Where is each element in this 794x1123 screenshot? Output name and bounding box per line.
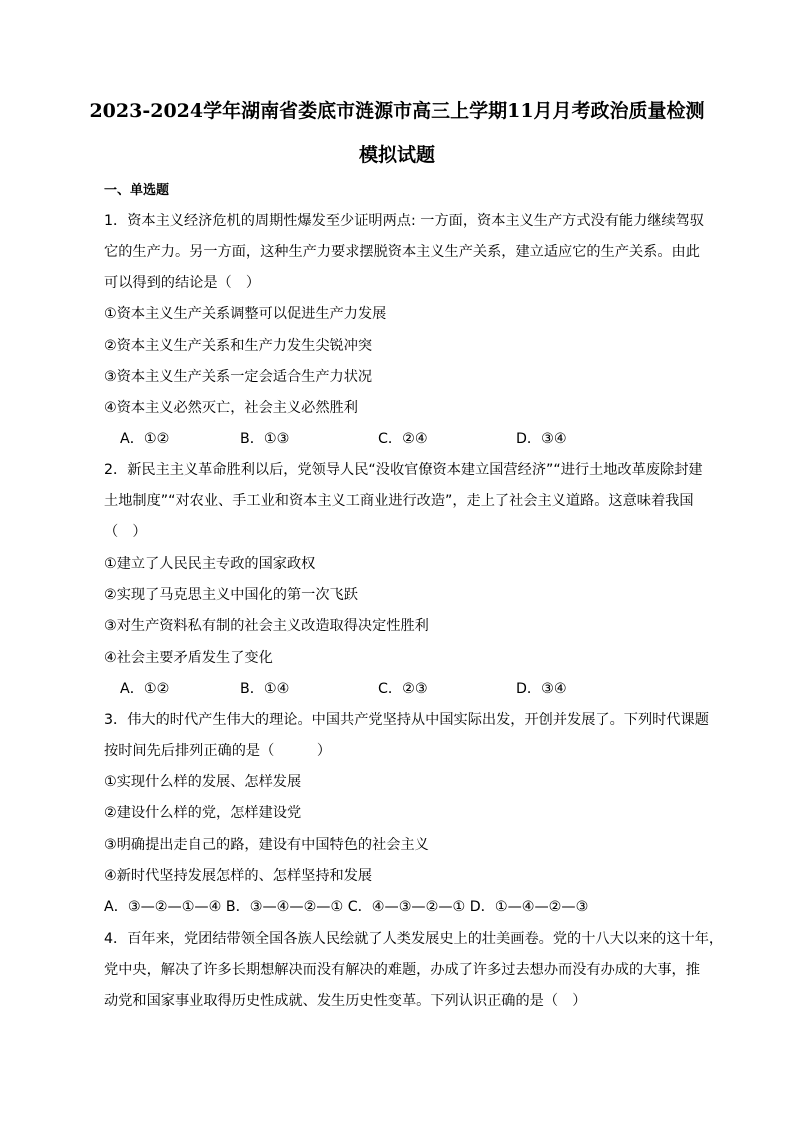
q3-item-2: ②建设什么样的党，怎样建设党 bbox=[104, 805, 302, 821]
q3-stem-line-2: 按时间先后排列正确的是（ ） bbox=[104, 743, 332, 759]
q1-option-b: B．①③ bbox=[240, 431, 290, 447]
q1-item-1: ①资本主义生产关系调整可以促进生产力发展 bbox=[104, 306, 387, 322]
q2-option-a: A．①② bbox=[120, 681, 170, 697]
q2-item-2: ②实现了马克思主义中国化的第一次飞跃 bbox=[104, 587, 358, 603]
q2-stem-line-3: （ ） bbox=[104, 524, 147, 540]
document-title-line-1: 2023-2024学年湖南省娄底市涟源市高三上学期11月月考政治质量检测 bbox=[89, 100, 705, 122]
q2-item-1: ①建立了人民民主专政的国家政权 bbox=[104, 556, 316, 572]
q3-stem-line-1: 3．伟大的时代产生伟大的理论。中国共产党坚持从中国实际出发，开创并发展了。下列时代课题 bbox=[104, 712, 709, 728]
q1-option-d: D．③④ bbox=[516, 431, 567, 447]
q3-options: A．③—②—①—④ B．③—④—②—① C．④—③—②—① D．①—④—②—③ bbox=[104, 899, 589, 915]
q4-stem-line-2: 党中央，解决了许多长期想解决而没有解决的难题，办成了许多过去想办而没有办成的大事，推 bbox=[104, 962, 700, 978]
q3-item-1: ①实现什么样的发展、怎样发展 bbox=[104, 774, 302, 790]
q2-item-4: ④社会主要矛盾发生了变化 bbox=[104, 650, 273, 666]
q2-option-b: B．①④ bbox=[240, 681, 290, 697]
q3-item-4: ④新时代坚持发展怎样的、怎样坚持和发展 bbox=[104, 868, 373, 884]
q2-options bbox=[120, 679, 680, 699]
q1-stem-line-3: 可以得到的结论是（ ） bbox=[104, 275, 261, 291]
q1-stem-line-1: 1．资本主义经济危机的周期性爆发至少证明两点: 一方面，资本主义生产方式没有能力继续驾驭 bbox=[104, 213, 705, 229]
q2-stem-line-2: 土地制度”“对农业、手工业和资本主义工商业进行改造”，走上了社会主义道路。这意味着我国 bbox=[104, 493, 694, 509]
q1-stem-line-2: 它的生产力。另一方面，这种生产力要求摆脱资本主义生产关系，建立适应它的生产关系。由此 bbox=[104, 244, 700, 260]
q2-option-c: C．②③ bbox=[378, 681, 428, 697]
q1-options bbox=[120, 429, 680, 449]
q3-item-3: ③明确提出走自己的路，建设有中国特色的社会主义 bbox=[104, 837, 429, 853]
q1-option-c: C．②④ bbox=[378, 431, 428, 447]
q1-item-3: ③资本主义生产关系一定会适合生产力状况 bbox=[104, 369, 373, 385]
q1-item-4: ④资本主义必然灭亡，社会主义必然胜利 bbox=[104, 400, 358, 416]
document-title-line-2: 模拟试题 bbox=[358, 144, 435, 166]
q2-item-3: ③对生产资料私有制的社会主义改造取得决定性胜利 bbox=[104, 618, 429, 634]
q2-option-d: D．③④ bbox=[516, 681, 567, 697]
q4-stem-line-3: 动党和国家事业取得历史性成就、发生历史性变革。下列认识正确的是（ ） bbox=[104, 993, 587, 1009]
q1-option-a: A．①② bbox=[120, 431, 170, 447]
section-heading: 一、单选题 bbox=[104, 183, 170, 198]
q4-stem-line-1: 4．百年来，党团结带领全国各族人民绘就了人类发展史上的壮美画卷。党的十八大以来的这十年， bbox=[104, 931, 724, 947]
q1-item-2: ②资本主义生产关系和生产力发生尖锐冲突 bbox=[104, 338, 373, 354]
q2-stem-line-1: 2．新民主主义革命胜利以后，党领导人民“没收官僚资本建立国营经济”“进行土地改革废除封建 bbox=[104, 462, 703, 478]
